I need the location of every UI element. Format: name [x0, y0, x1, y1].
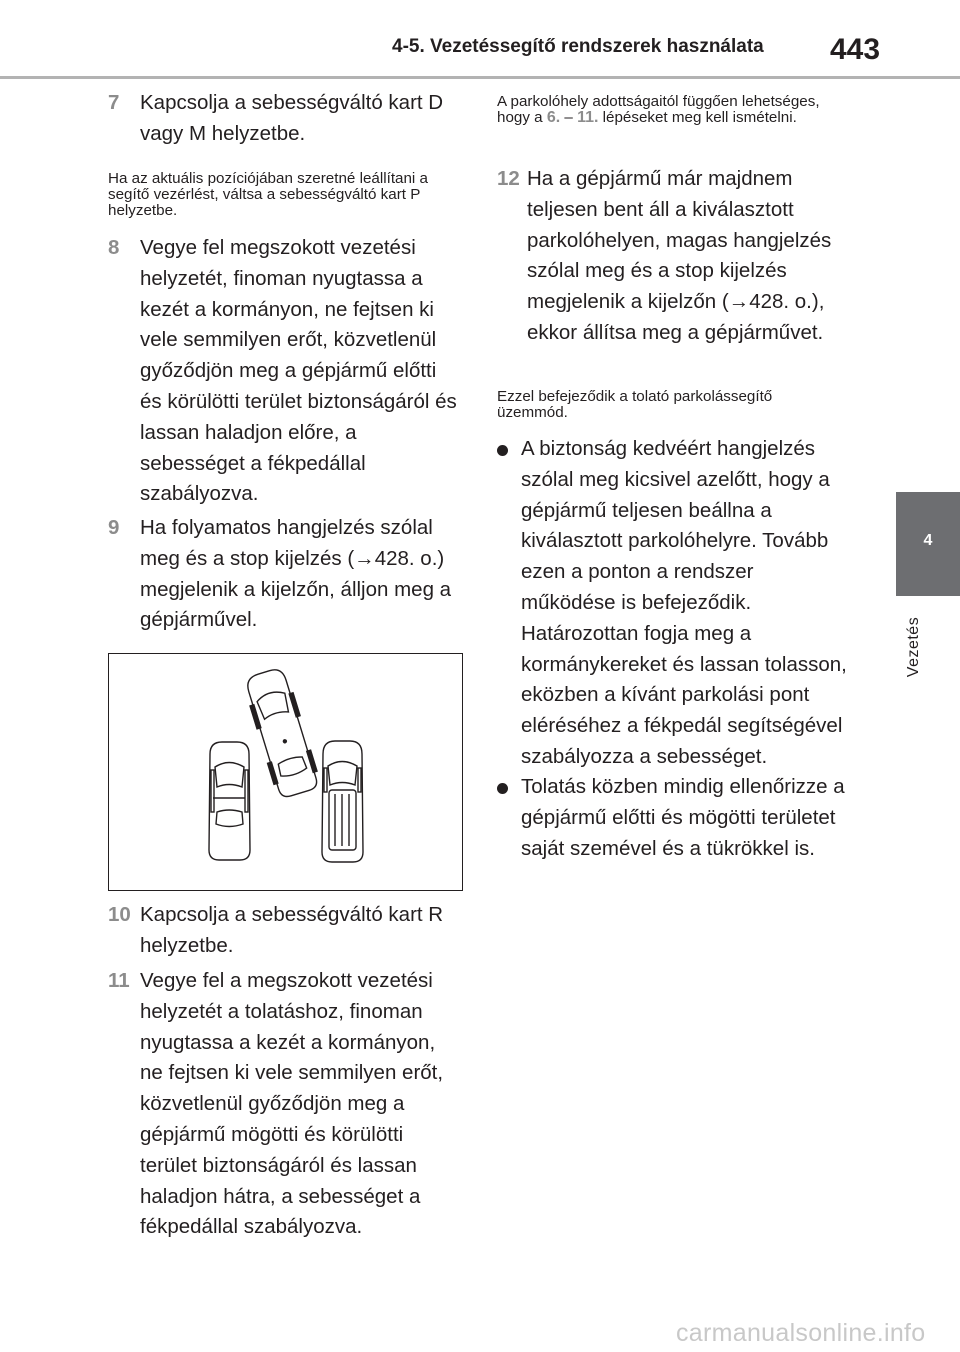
- step-ref: 11.: [577, 109, 599, 127]
- step-text: Kapcsolja a sebességváltó kart R helyzetbe.: [140, 903, 444, 957]
- step-ref: 6.: [546, 109, 561, 127]
- step-number: 7: [108, 91, 120, 114]
- step-text-cont: 428. o.), ekkor állítsa meg a gépjárművet.: [527, 290, 825, 344]
- section-title: 4-5. Vezetéssegítő rendszerek használata: [392, 36, 764, 57]
- bullet-text: A biztonság kedvéért hangjelzés szólal meg kicsivel azelőtt, hogy a gépjármű teljesen beállna a kiválasztott parkolóhelyre. Tovább ezen a ponton a rendszer működése is befejeződik. Határozottan fogja meg a kormánykereket és lassan tolasson, eközben a kívánt parkolási pont eléréséhez a fékpedál segítségével szabályozza a sebességet.: [521, 437, 847, 768]
- note-repeat-steps: [497, 94, 847, 126]
- maneuvering-car-icon: [242, 666, 322, 800]
- step-9: [108, 513, 463, 636]
- step-text-cont: 428. o.) megjelenik a kijelzőn, álljon meg a gépjárművel.: [140, 546, 452, 632]
- note-text-cont: lépéseket meg kell ismételni.: [598, 109, 797, 127]
- parking-cars-illustration: [109, 654, 462, 890]
- chapter-label-text: Vezetés: [905, 616, 922, 678]
- parking-figure: [108, 653, 463, 891]
- watermark: carmanualsonline.info: [676, 1319, 926, 1347]
- page-number: 443: [830, 33, 881, 66]
- step-number: 9: [108, 516, 120, 539]
- step-7: [108, 88, 463, 150]
- arrow-symbol: →: [728, 290, 750, 314]
- chapter-label: [899, 606, 929, 688]
- parked-car-right-icon: [322, 741, 363, 862]
- step-12: [497, 164, 847, 349]
- bullet-icon: [497, 445, 508, 456]
- step-text: Ha folyamatos hangjelzés szólal meg és a stop kijelzés (: [140, 516, 433, 570]
- bullet-item: [497, 772, 847, 864]
- step-number: 8: [108, 236, 120, 259]
- arrow-symbol: →: [354, 546, 375, 570]
- bullet-icon: [497, 783, 508, 794]
- step-number: 12: [497, 167, 520, 190]
- bullet-item: [497, 434, 847, 773]
- note-stop-assist: Ha az aktuális pozíciójában szeretné leállítani a segítő vezérlést, váltsa a sebességváltó kart P helyzetbe.: [108, 170, 428, 220]
- step-text: Kapcsolja a sebességváltó kart D vagy M helyzetbe.: [140, 91, 444, 145]
- step-10: [108, 900, 463, 962]
- parked-car-left-icon: [209, 742, 250, 860]
- step-number: 10: [108, 903, 131, 926]
- step-text: Vegye fel a megszokott vezetési helyzetét a tolatáshoz, finoman nyugtassa a kezét a kormányon, ne fejtsen ki vele semmilyen erőt, közvetlenül győződjön meg a gépjármű mögötti és körülötti terület biztonságáról és lassan haladjon hátra, a sebességet a fékpedállal szabályozva.: [140, 969, 444, 1239]
- step-text: Ha a gépjármű már majdnem teljesen bent áll a kiválasztott parkolóhelyen, magas hangjelzés szólal meg és a stop kijelzés megjelenik a kijelzőn (: [527, 167, 832, 314]
- step-11: [108, 966, 463, 1243]
- step-number: 11: [108, 969, 130, 992]
- note-text: A parkolóhely adottságaitól függően lehetséges, hogy a: [497, 93, 820, 127]
- note-dash: –: [560, 109, 578, 127]
- bullet-text: Tolatás közben mindig ellenőrizze a gépjármű előtti és mögötti területet saját szemével és a tükrökkel is.: [521, 775, 845, 860]
- header-divider: [0, 76, 960, 79]
- note-mode-end: Ezzel befejeződik a tolató parkolássegítő üzemmód.: [497, 388, 773, 422]
- step-text: Vegye fel megszokott vezetési helyzetét, finoman nyugtassa a kezét a kormányon, ne fejtsen ki vele semmilyen erőt, közvetlenül győződjön meg a gépjármű előtti és körülötti terület biztonságáról és lassan haladjon előre, a sebességet a fékpedállal szabályozva.: [140, 236, 457, 506]
- step-8: [108, 233, 463, 510]
- chapter-number: 4: [923, 532, 933, 549]
